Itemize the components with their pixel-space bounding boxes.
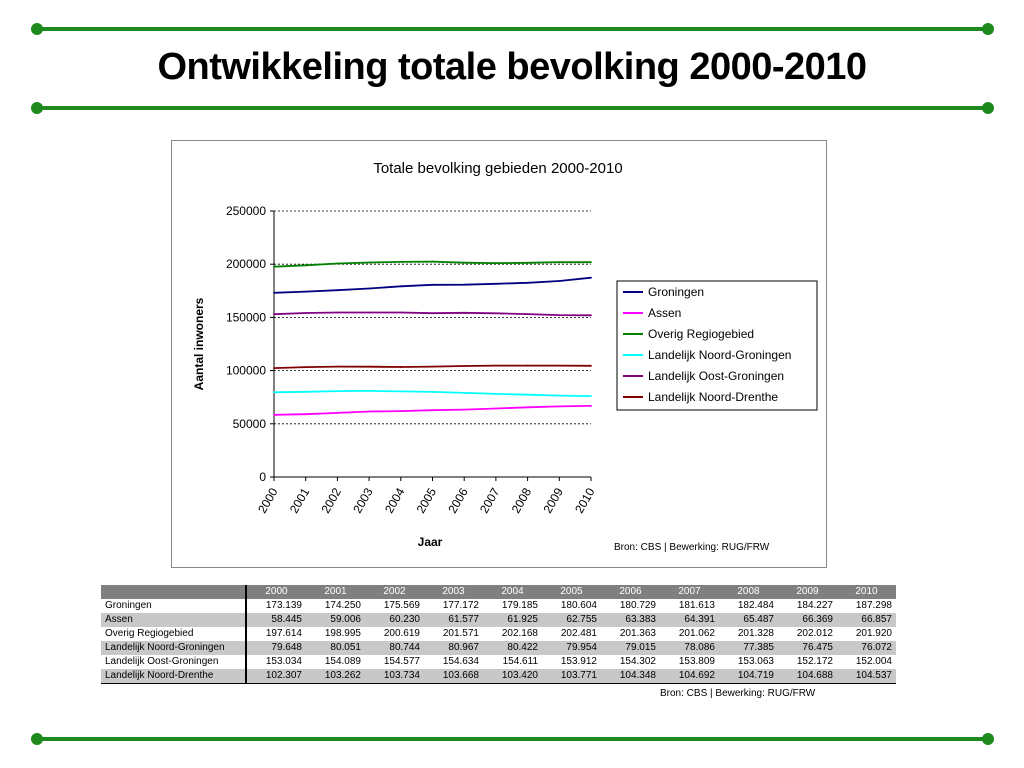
table-header-cell: 2009: [778, 585, 837, 599]
table-cell: 61.925: [483, 613, 542, 627]
table-cell: 187.298: [855, 600, 892, 611]
data-point: [495, 408, 497, 410]
y-axis-ticks: [226, 204, 274, 484]
data-point: [368, 411, 370, 413]
data-point: [527, 262, 529, 264]
data-point: [337, 289, 339, 291]
top-rule-2-left-dot: [31, 102, 43, 114]
table-row-label: Landelijk Oost-Groningen: [101, 655, 246, 669]
data-point: [368, 288, 370, 290]
legend-label: Assen: [648, 306, 682, 320]
y-tick-label: 250000: [225, 204, 266, 218]
data-point: [527, 313, 529, 315]
data-point: [305, 291, 307, 293]
table-cell: 202.168: [501, 628, 538, 639]
data-point: [590, 314, 592, 316]
table-cell: 104.348: [601, 669, 660, 684]
legend-label: Landelijk Noord-Groningen: [648, 348, 792, 362]
data-point: [527, 394, 529, 396]
data-point: [368, 262, 370, 264]
x-tick-label: 2009: [540, 485, 566, 516]
page-title: Ontwikkeling totale bevolking 2000-2010: [157, 46, 867, 88]
chart-frame: [171, 140, 827, 568]
bottom-rule-right-dot: [982, 733, 994, 745]
table-cell: 153.034: [265, 656, 302, 667]
x-axis-label: Jaar: [417, 535, 443, 549]
table-cell: 80.051: [306, 641, 365, 655]
data-point: [590, 405, 592, 407]
series-lines: [273, 261, 592, 416]
data-point: [368, 390, 370, 392]
data-point: [590, 277, 592, 279]
table-cell: 103.734: [365, 669, 424, 684]
data-point: [337, 263, 339, 265]
top-rule-1-right-dot: [982, 23, 994, 35]
table-row-label: Landelijk Noord-Groningen: [101, 641, 246, 655]
table-cell: 104.692: [660, 669, 719, 684]
data-point: [400, 285, 402, 287]
table-header-cell: 2001: [306, 585, 365, 599]
table-cell: 80.422: [483, 641, 542, 655]
table-cell: 61.577: [424, 613, 483, 627]
data-point: [305, 391, 307, 393]
data-point: [527, 365, 529, 367]
y-tick-label: 0: [259, 470, 266, 484]
x-tick-label: 2006: [445, 485, 471, 516]
x-axis-ticks: [255, 477, 598, 516]
table-cell: 59.006: [306, 613, 365, 627]
table-cell: 102.307: [246, 669, 306, 684]
table-header-cell: 2004: [483, 585, 542, 599]
table-cell: 202.012: [796, 628, 833, 639]
x-tick-label: 2002: [318, 485, 344, 516]
data-point: [400, 410, 402, 412]
table-cell: 152.172: [796, 656, 833, 667]
population-line-chart: [172, 141, 826, 567]
data-point: [527, 282, 529, 284]
table-row: [101, 669, 896, 684]
table-cell: 181.613: [678, 600, 715, 611]
axes: [274, 211, 591, 477]
table-cell: 64.391: [660, 613, 719, 627]
y-tick-label: 200000: [225, 257, 266, 272]
table-cell: 179.185: [501, 600, 538, 611]
data-point: [400, 261, 402, 263]
table-cell: 201.363: [619, 628, 656, 639]
table-cell: 62.755: [542, 613, 601, 627]
data-point: [432, 391, 434, 393]
data-point: [558, 405, 560, 407]
table-cell: 177.172: [442, 600, 479, 611]
table-cell: 180.729: [619, 600, 656, 611]
table-cell: 79.954: [542, 641, 601, 655]
population-table: [101, 585, 896, 684]
data-point: [463, 409, 465, 411]
data-point: [463, 392, 465, 394]
table-cell: 79.015: [601, 641, 660, 655]
table-cell: 80.967: [424, 641, 483, 655]
data-point: [495, 283, 497, 285]
table-cell: 80.744: [365, 641, 424, 655]
table-cell: 202.481: [560, 628, 597, 639]
data-point: [273, 391, 275, 393]
data-point: [432, 261, 434, 263]
table-cell: 77.385: [719, 641, 778, 655]
x-tick-label: 2004: [381, 485, 408, 516]
data-point: [337, 312, 339, 314]
table-row: [101, 655, 896, 669]
table-header-cell: 2003: [424, 585, 483, 599]
data-point: [273, 266, 275, 268]
data-point: [463, 284, 465, 286]
top-rule-2: [37, 106, 988, 110]
table-cell: 103.420: [483, 669, 542, 684]
table-cell: 153.912: [560, 656, 597, 667]
legend: [617, 281, 817, 410]
data-point: [400, 391, 402, 393]
data-point: [273, 367, 275, 369]
table-cell: 154.089: [324, 656, 361, 667]
table-cell: 201.571: [442, 628, 479, 639]
table-cell: 78.086: [660, 641, 719, 655]
table-header-cell: 2007: [660, 585, 719, 599]
table-cell: 154.577: [383, 656, 420, 667]
data-point: [337, 390, 339, 392]
table-cell: 153.809: [678, 656, 715, 667]
data-point: [273, 292, 275, 294]
data-point: [495, 262, 497, 264]
table-row: [101, 641, 896, 655]
data-point: [400, 366, 402, 368]
table-cell: 184.227: [796, 600, 833, 611]
table-cell: 58.445: [246, 613, 306, 627]
table-cell: 201.062: [678, 628, 715, 639]
table-cell: 63.383: [601, 613, 660, 627]
y-tick-label: 150000: [225, 310, 266, 325]
table-header-row: [101, 585, 896, 599]
data-point: [558, 314, 560, 316]
y-tick-label: 50000: [232, 416, 266, 431]
x-tick-label: 2010: [572, 485, 598, 516]
data-point: [368, 366, 370, 368]
data-point: [337, 412, 339, 414]
x-tick-label: 2003: [350, 485, 376, 516]
data-point: [432, 284, 434, 286]
data-point: [558, 280, 560, 282]
table-header-cell: 2010: [837, 585, 896, 599]
y-axis-label: Aantal inwoners: [192, 297, 206, 391]
data-point: [590, 261, 592, 263]
data-point: [432, 366, 434, 368]
table-header-cell: 2002: [365, 585, 424, 599]
data-point: [305, 264, 307, 266]
table-cell: 104.537: [837, 669, 896, 684]
bottom-rule: [37, 737, 988, 741]
data-point: [558, 395, 560, 397]
table-cell: 104.719: [719, 669, 778, 684]
table-cell: 103.771: [542, 669, 601, 684]
legend-label: Overig Regiogebied: [648, 327, 755, 341]
top-rule-1-left-dot: [31, 23, 43, 35]
data-point: [463, 262, 465, 264]
table-row-label: Overig Regiogebied: [101, 627, 246, 641]
data-point: [495, 312, 497, 314]
y-tick-label: 100000: [225, 363, 266, 378]
data-point: [558, 365, 560, 367]
data-point: [527, 406, 529, 408]
table-cell: 153.063: [737, 656, 774, 667]
table-cell: 66.369: [778, 613, 837, 627]
table-row-label: Landelijk Noord-Drenthe: [101, 669, 246, 684]
top-rule-2-right-dot: [982, 102, 994, 114]
data-point: [463, 312, 465, 314]
table-row: [101, 599, 896, 613]
legend-label: Landelijk Noord-Drenthe: [648, 390, 779, 404]
data-point: [305, 366, 307, 368]
table-header-cell: 2008: [719, 585, 778, 599]
table-source: Bron: CBS | Bewerking: RUG/FRW: [660, 688, 816, 699]
data-point: [273, 414, 275, 416]
chart-source: Bron: CBS | Bewerking: RUG/FRW: [614, 542, 770, 553]
legend-label: Groningen: [648, 285, 705, 299]
chart-title: Totale bevolking gebieden 2000-2010: [373, 160, 623, 177]
table-cell: 182.484: [737, 600, 774, 611]
data-point: [305, 413, 307, 415]
table-cell: 103.668: [424, 669, 483, 684]
data-point: [305, 312, 307, 314]
table-row-label: Groningen: [101, 599, 246, 613]
table-cell: 197.614: [265, 628, 302, 639]
table-cell: 201.328: [737, 628, 774, 639]
data-point: [495, 393, 497, 395]
table-cell: 180.604: [560, 600, 597, 611]
data-point: [432, 409, 434, 411]
data-point: [432, 312, 434, 314]
table-row-label: Assen: [101, 613, 246, 627]
x-tick-label: 2008: [508, 485, 535, 516]
data-point: [590, 395, 592, 397]
x-tick-label: 2005: [413, 485, 440, 516]
table-cell: 65.487: [719, 613, 778, 627]
table-header-cell: 2005: [542, 585, 601, 599]
top-rule-1: [37, 27, 988, 31]
table-cell: 103.262: [306, 669, 365, 684]
table-body: [101, 599, 896, 684]
data-point: [463, 365, 465, 367]
data-point: [400, 312, 402, 314]
table-cell: 154.634: [442, 656, 479, 667]
table-cell: 175.569: [383, 600, 420, 611]
table-corner-cell: [101, 585, 246, 599]
legend-label: Landelijk Oost-Groningen: [648, 369, 785, 383]
bottom-rule-left-dot: [31, 733, 43, 745]
table-cell: 173.139: [265, 600, 302, 611]
table-cell: 201.920: [855, 628, 892, 639]
table-cell: 198.995: [324, 628, 361, 639]
table-row: [101, 613, 896, 627]
data-point: [368, 312, 370, 314]
table-cell: 200.619: [383, 628, 420, 639]
data-point: [590, 365, 592, 367]
table-cell: 79.648: [246, 641, 306, 655]
x-tick-label: 2007: [477, 485, 503, 516]
table-cell: 76.072: [837, 641, 896, 655]
table-cell: 152.004: [855, 656, 892, 667]
table-cell: 154.611: [502, 656, 538, 667]
table-cell: 154.302: [619, 656, 656, 667]
data-point: [495, 365, 497, 367]
table-header-cell: 2006: [601, 585, 660, 599]
data-point: [558, 261, 560, 263]
data-point: [273, 313, 275, 315]
table-row: [101, 627, 896, 641]
table-cell: 60.230: [365, 613, 424, 627]
table-cell: 104.688: [778, 669, 837, 684]
table-cell: 174.250: [324, 600, 361, 611]
table-header-cell: 2000: [246, 585, 306, 599]
x-tick-label: 2001: [286, 485, 313, 516]
table-cell: 66.857: [837, 613, 896, 627]
table-cell: 76.475: [778, 641, 837, 655]
x-tick-label: 2000: [255, 485, 281, 516]
data-point: [337, 366, 339, 368]
